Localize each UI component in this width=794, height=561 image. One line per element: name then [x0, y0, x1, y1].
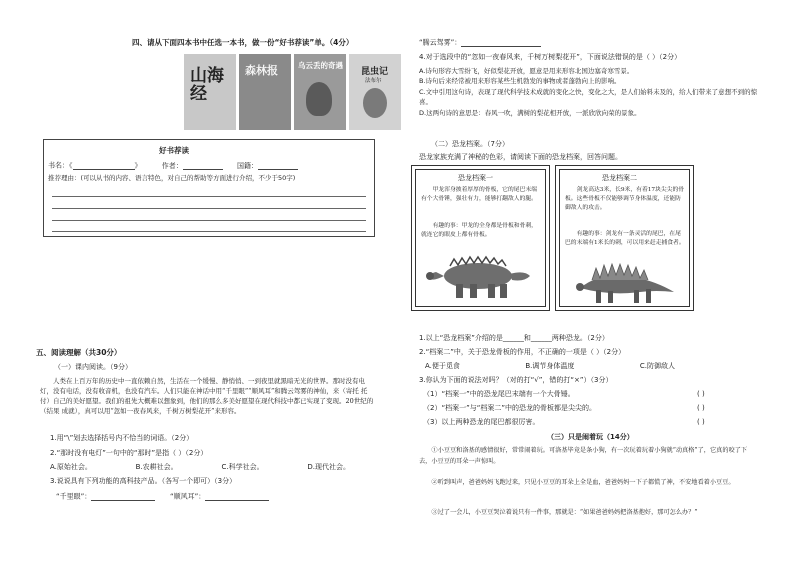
card-title: 好书荐读	[159, 146, 189, 155]
dino-card-2	[555, 165, 694, 311]
dq3-bracket-1[interactable]: ( )	[697, 390, 705, 398]
book-cover-shanhaijing	[184, 54, 236, 130]
book-author-4: 法布尔	[365, 78, 382, 84]
dino-question-2: 2.“档案二”中，关于恐龙骨板的作用，不正确的一项是（ ）（2分）	[419, 348, 626, 356]
part3-title: （三）只是闹着玩（14分）	[547, 433, 634, 441]
q4-title: 四、请从下面四本书中任选一本书，做一份“好书荐读”单。（4分）	[132, 38, 354, 47]
ankylosaurus-illustration	[426, 254, 536, 304]
card-book-row	[48, 161, 298, 170]
book-cover-wuyun	[294, 54, 346, 130]
question-4: 4.对于选段中的“忽如一夜春风来，千树万树梨花开”，下面说法错误的是（ ）（2分）	[419, 53, 682, 61]
answer-line[interactable]	[52, 208, 366, 209]
section5-title: 五、阅读理解（共30分）	[36, 348, 122, 357]
part2-title: （二）恐龙档案。（7分）	[431, 140, 509, 148]
dq2-option-c[interactable]: C.防御敌人	[639, 362, 675, 370]
book-recommend-card	[43, 139, 375, 237]
q3-label-2: “顺风耳”：	[170, 492, 206, 501]
q3-label-1: “千里眼”：	[56, 492, 92, 501]
answer-line[interactable]	[52, 196, 366, 197]
q4-options	[419, 66, 759, 118]
q4-option-d[interactable]: D.这两句诗的意思是：春风一吹，满树的梨花相开放，一派欣欣向荣的景象。	[419, 108, 641, 117]
dq3-item-3: （3）以上两种恐龙的尾巴都很厉害。	[423, 418, 540, 426]
dq3-bracket-2[interactable]: ( )	[697, 404, 705, 412]
option-a[interactable]: A.原始社会。	[50, 463, 92, 471]
author-label: 作者：	[161, 161, 183, 170]
dino-2-fun: 有趣的事：剑龙有一条灵活的尾巴，在尾巴的末端有1米长的刺，可以用来赶走捕食者。	[565, 231, 685, 246]
dq3-bracket-3[interactable]: ( )	[697, 418, 705, 426]
reading-passage: 人类在上百万年的历史中一直依赖自然，生活在一个缓慢、静悄悄、一到夜里就黑暗无光的世界。那时没有电灯，没有电话，没有收音机，也没有汽车。人们只能在神话中用“千里眼”“顺风耳”和腾云驾雾的神仙，来（寄托 托付）自己的美好愿望。我们的祖先大概难以想象到，他们的那么多美好愿望在现代科技中都已实现了变现。20世纪的（结果 成就），真可以用“忽如一夜春风来，千树万树梨花开”来形容。	[40, 377, 374, 416]
question-2-options	[50, 463, 350, 471]
option-c[interactable]: C.科学社会。	[221, 463, 264, 471]
answer-line[interactable]	[52, 220, 366, 221]
book-name-field[interactable]	[73, 161, 135, 170]
book-title-2: 森林报	[245, 64, 278, 77]
book-title-1: 山海经	[190, 66, 224, 104]
option-d[interactable]: D.现代社会。	[307, 463, 350, 471]
q3-field-3[interactable]	[461, 38, 541, 47]
book-name-close: 》	[134, 161, 142, 170]
part1-title: （一）课内阅读。（9分）	[54, 363, 132, 371]
cover-illustration	[306, 82, 332, 116]
q3-item-tengyun	[419, 38, 541, 47]
option-b[interactable]: B.农耕社会。	[135, 463, 178, 471]
q3-item-qianliyan	[56, 492, 155, 501]
book-cover-kunchongji	[349, 54, 401, 130]
q3-field-1[interactable]	[91, 492, 155, 501]
dino-card-1-frame	[415, 169, 546, 307]
dq2-option-a[interactable]: A.便于觅食	[425, 362, 460, 370]
dino-card-1	[411, 165, 550, 311]
dino-card-2-frame	[559, 169, 690, 307]
book-cover-senlinbao	[239, 54, 291, 130]
dino-question-2-options	[425, 362, 675, 370]
dino-1-fun: 有趣的事：甲龙的全身都是骨板和骨刺，就连它的眼皮上都有骨板。	[421, 223, 537, 238]
cover-illustration	[363, 88, 387, 118]
q4-option-c[interactable]: C.文中引用这句诗，表现了现代科学技术成就的变化之快，变化之大，是人们始料未及的，给人们带来了意想不到的惊喜。	[419, 87, 758, 107]
q3-item-shunfenger	[170, 492, 269, 501]
country-field[interactable]	[258, 161, 298, 170]
dq2-option-b[interactable]: B.调节身体温度	[525, 362, 575, 370]
part3-para-1: ①小豆豆和洛基的感情很好，常常闹着玩。可洛基毕竟是条小狗，有一次玩着玩着小狗就“动真格”了，它真的咬了下去，小豆豆的耳朵一声惊叫。	[419, 447, 748, 465]
dino-1-text: 甲龙浑身披着厚厚的骨板，它的尾巴末端有个大骨锤，强壮有力，能够打翻敌人的腿。	[421, 187, 537, 202]
question-3: 3.说说具有下列功能的高科技产品。（各写一个即可）（3分）	[50, 477, 237, 485]
author-field[interactable]	[183, 161, 223, 170]
answer-line[interactable]	[52, 231, 366, 232]
part2-intro: 恐龙家族充满了神秘的色彩，请阅读下面的恐龙档案，回答问题。	[419, 153, 622, 161]
dino-2-text: 剑龙高达3米，长9米，有着17块尖尖的骨板。这些骨板不仅能够调节身体温度，还能防御敌人的攻击。	[565, 187, 685, 211]
question-2: 2.“那时没有电灯”一句中的“那时”是指（ ）（2分）	[50, 449, 208, 457]
q3-label-3: “腾云驾雾”：	[419, 38, 462, 47]
country-label: 国籍：	[236, 161, 258, 170]
book-name-label: 书名：《	[48, 161, 73, 170]
right-column	[397, 0, 794, 561]
q4-option-b[interactable]: B.诗句后来经常被用来形容某些生机勃发的事物或者蓬勃向上的影响。	[419, 77, 621, 86]
dq3-item-1: （1）“档案一”中的恐龙尾巴末端有一个大骨锤。	[423, 390, 575, 398]
stegosaurus-illustration	[570, 262, 682, 306]
dino-1-title: 恐龙档案一	[458, 174, 493, 182]
book-covers	[184, 54, 401, 130]
dino-2-title: 恐龙档案二	[602, 174, 637, 182]
dino-question-3: 3.你认为下面的说法对吗？（对的打“√”，错的打“×”）（3分）	[419, 376, 613, 384]
dq3-item-2: （2）“档案一”与“档案二”中的恐龙的骨板都是尖尖的。	[423, 404, 596, 412]
part3-para-3: ③过了一会儿，小豆豆哭泣着说只有一件事，那就是：“如果爸爸妈妈把洛基抱好，那可怎么办？”	[431, 509, 698, 516]
dino-question-1: 1.以上“恐龙档案”介绍的是______和______两种恐龙。（2分）	[419, 334, 609, 342]
book-title-3: 乌云丢的奇遇	[298, 61, 343, 70]
q3-field-2[interactable]	[205, 492, 269, 501]
question-1: 1.用“\”划去选择括号内不恰当的词语。（2分）	[50, 434, 194, 442]
reason-label: 推荐理由：(可以从书的内容、语言特色，对自己的帮助等方面进行介绍，不少于50字)	[48, 174, 296, 182]
q4-option-a[interactable]: A.诗句形容大雪纷飞，好似梨花开放，愿意是用来形容北国边塞奇寒雪景。	[419, 67, 634, 75]
book-title-4: 昆虫记	[361, 67, 389, 77]
part3-para-2: ②听到叫声，爸爸妈妈飞跑过来，只见小豆豆的耳朵上全是血，爸爸妈妈一下子都慌了神，不安地看着小豆豆。	[431, 479, 735, 486]
